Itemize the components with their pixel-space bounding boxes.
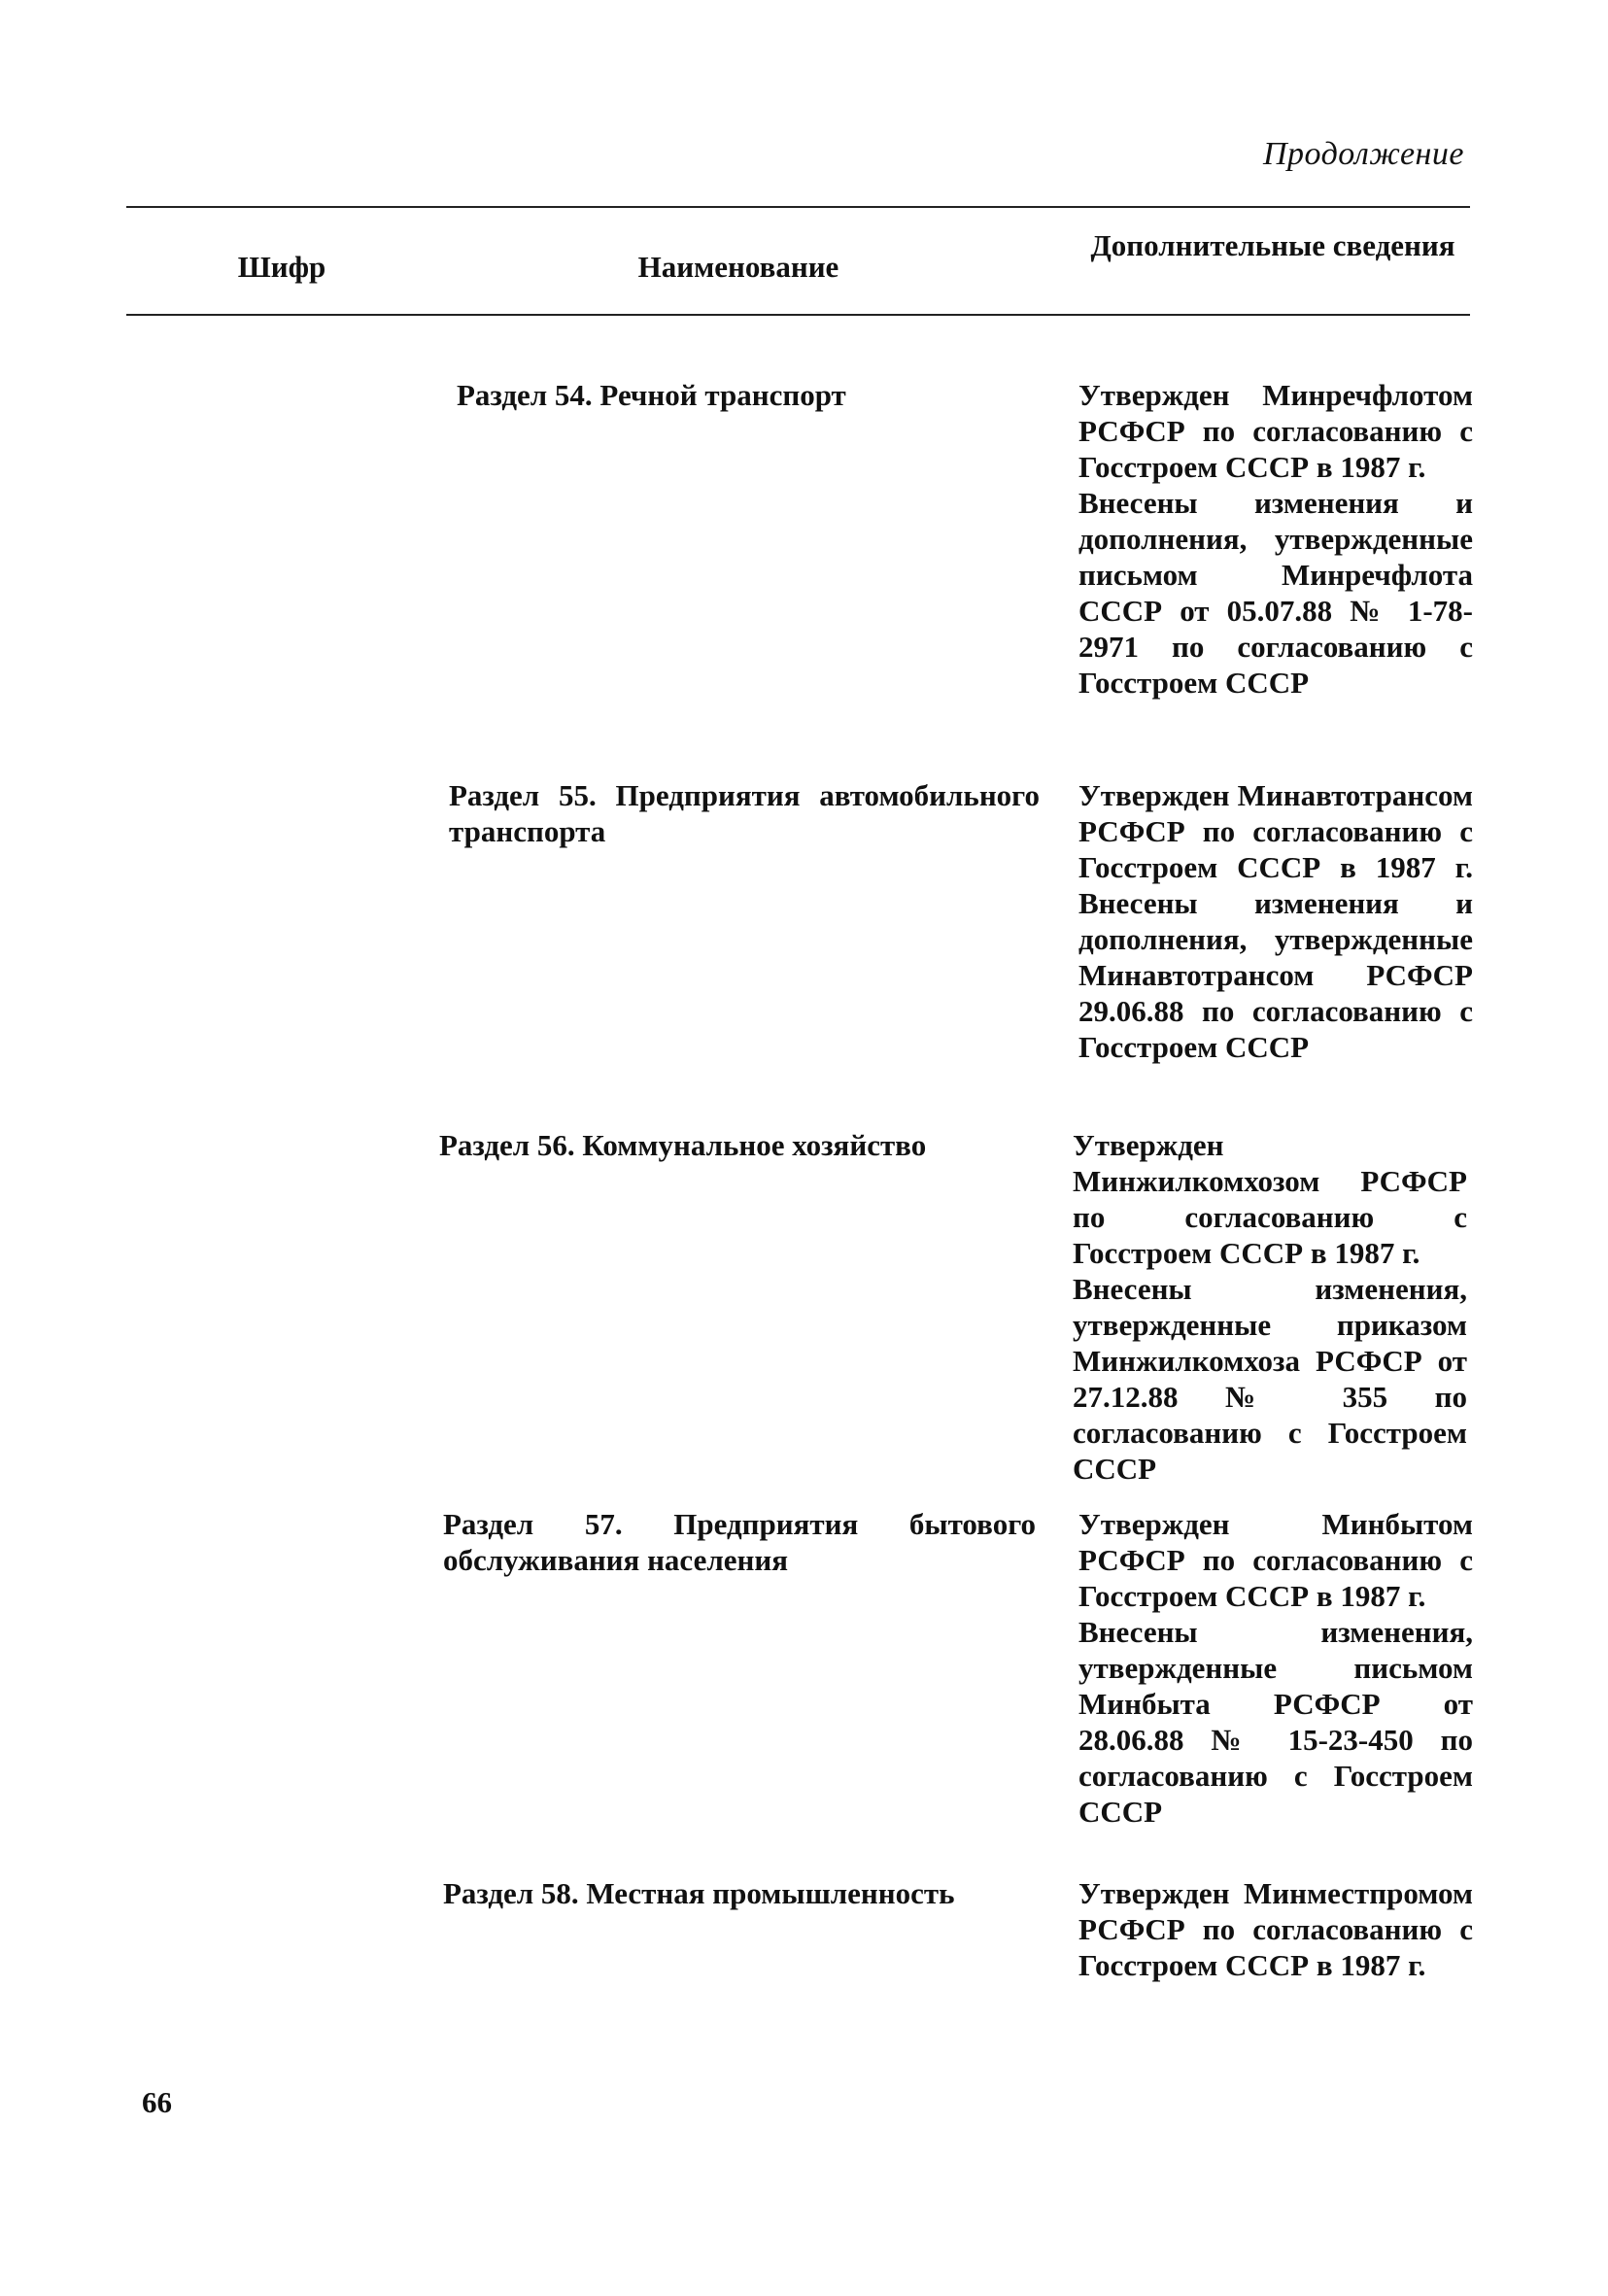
section-58-info-approval: Утвержден Минместпромом РСФСР по согласованию с Госстроем СССР в 1987 г. — [1078, 1876, 1473, 1982]
section-57-info-changes: Внесены изменения, утвержденные письмом Минбыта РСФСР от 28.06.88 № 15-23-450 по согласованию с Госстроем СССР — [1078, 1615, 1473, 1829]
table-top-rule — [126, 206, 1470, 208]
section-56-info-changes: Внесены изменения, утвержденные приказом Минжилкомхоза РСФСР от 27.12.88 № 355 по согласованию с Госстроем СССР — [1073, 1272, 1467, 1486]
column-header-code: Шифр — [237, 250, 326, 284]
section-54-info-approval: Утвержден Минречфлотом РСФСР по согласованию с Госстроем СССР в 1987 г. — [1078, 378, 1473, 484]
section-57-info — [1078, 1506, 1473, 1830]
page-number: 66 — [142, 2085, 172, 2119]
column-header-name: Наименование — [637, 250, 839, 284]
section-57-info-approval: Утвержден Минбытом РСФСР по согласованию с Госстроем СССР в 1987 г. — [1078, 1507, 1473, 1613]
section-54-info-changes: Внесены изменения и дополнения, утвержденные письмом Минречфлота СССР от 05.07.88 № 1-78-2971 по согласованию с Госстроем СССР — [1078, 486, 1473, 700]
section-54-info — [1078, 377, 1473, 701]
section-56-name: Раздел 56. Коммунальное хозяйство — [439, 1128, 927, 1162]
section-57-name: Раздел 57. Предприятия бытового обслуживания населения — [443, 1507, 1036, 1577]
section-58-info — [1078, 1875, 1473, 1983]
section-54-name: Раздел 54. Речной транспорт — [457, 378, 846, 412]
section-55-name: Раздел 55. Предприятия автомобильного транспорта — [449, 778, 1040, 848]
section-55-info — [1078, 777, 1473, 1065]
section-56-info — [1073, 1127, 1467, 1487]
column-header-info: Дополнительные сведения — [1090, 228, 1455, 262]
section-55-info-approval: Утвержден Минавтотрансом РСФСР по согласованию с Госстроем СССР в 1987 г. Внесены изменения и дополнения, утвержденные Минавтотрансом РСФСР 29.06.88 по согласованию с Госстроем СССР — [1078, 778, 1473, 1064]
table-header-rule — [126, 314, 1470, 316]
section-58-name: Раздел 58. Местная промышленность — [443, 1876, 955, 1910]
section-56-info-approval: Утвержден Минжилкомхозом РСФСР по согласованию с Госстроем СССР в 1987 г. — [1073, 1128, 1467, 1270]
continuation-label: Продолжение — [1262, 136, 1464, 172]
